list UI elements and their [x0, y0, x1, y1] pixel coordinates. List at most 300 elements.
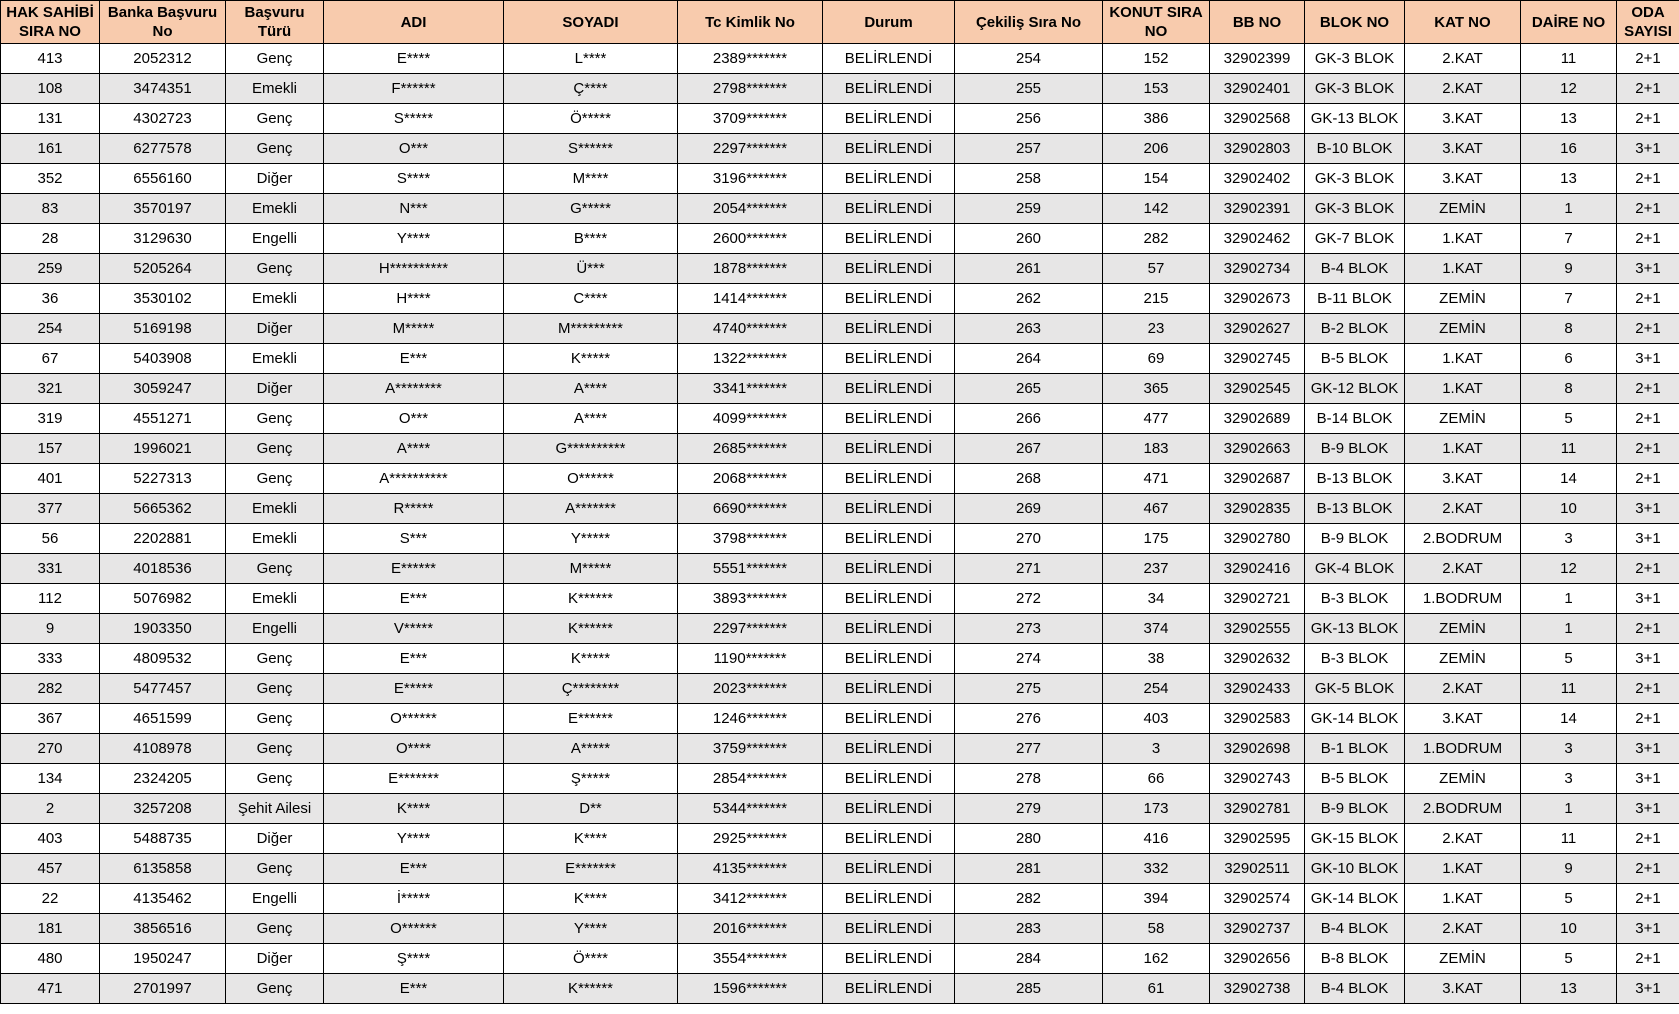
table-cell: K******	[504, 974, 678, 1004]
table-cell: 3257208	[100, 794, 226, 824]
table-cell: B-9 BLOK	[1305, 524, 1405, 554]
table-row	[1, 314, 1679, 344]
table-row	[1, 104, 1679, 134]
table-cell: 267	[955, 434, 1103, 464]
table-cell: B-2 BLOK	[1305, 314, 1405, 344]
table-cell: Genç	[226, 464, 324, 494]
table-cell: 3798*******	[678, 524, 823, 554]
table-cell: K******	[504, 584, 678, 614]
table-row	[1, 854, 1679, 884]
table-cell: B****	[504, 224, 678, 254]
table-cell: BELİRLENDİ	[823, 584, 955, 614]
table-cell: Genç	[226, 554, 324, 584]
table-cell: Ş*****	[504, 764, 678, 794]
table-cell: 38	[1103, 644, 1210, 674]
table-cell: GK-13 BLOK	[1305, 614, 1405, 644]
table-cell: 3709*******	[678, 104, 823, 134]
table-cell: G*****	[504, 194, 678, 224]
table-row	[1, 44, 1679, 74]
table-cell: 258	[955, 164, 1103, 194]
table-cell: B-8 BLOK	[1305, 944, 1405, 974]
column-header: ODA SAYISI	[1617, 1, 1679, 44]
table-cell: Genç	[226, 434, 324, 464]
table-cell: Emekli	[226, 584, 324, 614]
table-cell: 263	[955, 314, 1103, 344]
table-cell: 32902745	[1210, 344, 1305, 374]
table-cell: A**********	[324, 464, 504, 494]
table-cell: 32902555	[1210, 614, 1305, 644]
table-cell: E*******	[324, 764, 504, 794]
table-cell: 175	[1103, 524, 1210, 554]
table-row	[1, 614, 1679, 644]
table-cell: 457	[1, 854, 100, 884]
table-row	[1, 584, 1679, 614]
table-cell: 32902780	[1210, 524, 1305, 554]
table-cell: 2+1	[1617, 704, 1679, 734]
table-cell: A*****	[504, 734, 678, 764]
table-cell: 264	[955, 344, 1103, 374]
table-cell: 284	[955, 944, 1103, 974]
table-cell: 32902781	[1210, 794, 1305, 824]
table-cell: K*****	[504, 344, 678, 374]
table-cell: GK-4 BLOK	[1305, 554, 1405, 584]
table-cell: Genç	[226, 404, 324, 434]
table-cell: 34	[1103, 584, 1210, 614]
table-cell: 8	[1521, 314, 1617, 344]
table-cell: 1596*******	[678, 974, 823, 1004]
table-row	[1, 554, 1679, 584]
table-cell: 3+1	[1617, 254, 1679, 284]
table-cell: 131	[1, 104, 100, 134]
table-cell: Engelli	[226, 614, 324, 644]
table-cell: BELİRLENDİ	[823, 434, 955, 464]
table-cell: 261	[955, 254, 1103, 284]
table-cell: 3.KAT	[1405, 464, 1521, 494]
table-cell: 1190*******	[678, 644, 823, 674]
table-cell: Ö****	[504, 944, 678, 974]
table-cell: 257	[955, 134, 1103, 164]
table-cell: 2+1	[1617, 374, 1679, 404]
table-cell: 2600*******	[678, 224, 823, 254]
table-cell: 7	[1521, 284, 1617, 314]
table-row	[1, 824, 1679, 854]
column-header: Durum	[823, 1, 955, 44]
table-row	[1, 194, 1679, 224]
table-cell: E***	[324, 584, 504, 614]
table-cell: B-9 BLOK	[1305, 434, 1405, 464]
table-cell: 32902673	[1210, 284, 1305, 314]
table-cell: 1.KAT	[1405, 224, 1521, 254]
table-cell: 2.KAT	[1405, 74, 1521, 104]
table-cell: 10	[1521, 914, 1617, 944]
table-cell: 259	[955, 194, 1103, 224]
table-cell: 32902734	[1210, 254, 1305, 284]
table-cell: 3856516	[100, 914, 226, 944]
table-cell: Emekli	[226, 524, 324, 554]
table-cell: 275	[955, 674, 1103, 704]
table-cell: 215	[1103, 284, 1210, 314]
table-cell: Emekli	[226, 194, 324, 224]
table-cell: 2068*******	[678, 464, 823, 494]
table-cell: 2297*******	[678, 134, 823, 164]
table-cell: 32902627	[1210, 314, 1305, 344]
table-cell: E***	[324, 644, 504, 674]
table-cell: 254	[1103, 674, 1210, 704]
table-cell: 1.KAT	[1405, 374, 1521, 404]
table-cell: 5169198	[100, 314, 226, 344]
table-cell: 2701997	[100, 974, 226, 1004]
table-cell: 282	[1, 674, 100, 704]
table-cell: Diğer	[226, 944, 324, 974]
table-cell: B-5 BLOK	[1305, 344, 1405, 374]
table-cell: Emekli	[226, 74, 324, 104]
table-cell: 2+1	[1617, 284, 1679, 314]
table-cell: BELİRLENDİ	[823, 494, 955, 524]
table-cell: B-3 BLOK	[1305, 584, 1405, 614]
table-cell: 1.KAT	[1405, 434, 1521, 464]
table-cell: V*****	[324, 614, 504, 644]
table-cell: E***	[324, 974, 504, 1004]
table-cell: 403	[1103, 704, 1210, 734]
table-cell: O****	[324, 734, 504, 764]
table-row	[1, 794, 1679, 824]
table-cell: 32902656	[1210, 944, 1305, 974]
table-cell: Diğer	[226, 164, 324, 194]
table-cell: 321	[1, 374, 100, 404]
table-cell: 2+1	[1617, 854, 1679, 884]
table-cell: C****	[504, 284, 678, 314]
table-cell: Genç	[226, 764, 324, 794]
table-row	[1, 914, 1679, 944]
table-cell: 2.KAT	[1405, 44, 1521, 74]
table-cell: 3196*******	[678, 164, 823, 194]
table-cell: ZEMİN	[1405, 764, 1521, 794]
table-cell: B-11 BLOK	[1305, 284, 1405, 314]
table-cell: 32902721	[1210, 584, 1305, 614]
table-cell: Genç	[226, 44, 324, 74]
table-row	[1, 254, 1679, 284]
table-row	[1, 764, 1679, 794]
table-cell: 4551271	[100, 404, 226, 434]
table-cell: 1.BODRUM	[1405, 584, 1521, 614]
table-cell: 1	[1521, 194, 1617, 224]
table-cell: 3+1	[1617, 734, 1679, 764]
column-header: BB NO	[1210, 1, 1305, 44]
table-cell: BELİRLENDİ	[823, 404, 955, 434]
table-cell: 32902595	[1210, 824, 1305, 854]
table-cell: 13	[1521, 164, 1617, 194]
table-cell: 2+1	[1617, 224, 1679, 254]
table-cell: 467	[1103, 494, 1210, 524]
table-cell: BELİRLENDİ	[823, 614, 955, 644]
table-cell: 259	[1, 254, 100, 284]
table-cell: H**********	[324, 254, 504, 284]
table-cell: F******	[324, 74, 504, 104]
table-cell: 277	[955, 734, 1103, 764]
table-cell: 2+1	[1617, 404, 1679, 434]
header-row	[1, 1, 1679, 44]
table-cell: 2202881	[100, 524, 226, 554]
table-cell: Genç	[226, 644, 324, 674]
table-cell: BELİRLENDİ	[823, 524, 955, 554]
table-cell: BELİRLENDİ	[823, 74, 955, 104]
table-cell: 3+1	[1617, 134, 1679, 164]
table-cell: Y****	[324, 224, 504, 254]
table-cell: BELİRLENDİ	[823, 734, 955, 764]
table-cell: 32902433	[1210, 674, 1305, 704]
table-cell: 56	[1, 524, 100, 554]
table-cell: A********	[324, 374, 504, 404]
table-cell: 386	[1103, 104, 1210, 134]
table-row	[1, 524, 1679, 554]
table-body	[1, 44, 1679, 1004]
table-cell: BELİRLENDİ	[823, 374, 955, 404]
table-cell: ZEMİN	[1405, 404, 1521, 434]
table-cell: K*****	[504, 644, 678, 674]
table-cell: 3+1	[1617, 974, 1679, 1004]
table-cell: 61	[1103, 974, 1210, 1004]
table-cell: 471	[1, 974, 100, 1004]
table-cell: S*****	[324, 104, 504, 134]
table-cell: BELİRLENDİ	[823, 224, 955, 254]
column-header: Çekiliş Sıra No	[955, 1, 1103, 44]
table-cell: 67	[1, 344, 100, 374]
table-cell: 5227313	[100, 464, 226, 494]
table-cell: Emekli	[226, 494, 324, 524]
table-cell: Emekli	[226, 344, 324, 374]
table-cell: 6135858	[100, 854, 226, 884]
table-cell: O******	[324, 704, 504, 734]
table-cell: 2+1	[1617, 74, 1679, 104]
table-row	[1, 734, 1679, 764]
table-row	[1, 74, 1679, 104]
table-cell: GK-5 BLOK	[1305, 674, 1405, 704]
table-cell: Engelli	[226, 884, 324, 914]
table-cell: 22	[1, 884, 100, 914]
table-cell: 32902402	[1210, 164, 1305, 194]
table-cell: 23	[1103, 314, 1210, 344]
table-cell: 4651599	[100, 704, 226, 734]
table-cell: Engelli	[226, 224, 324, 254]
table-row	[1, 404, 1679, 434]
table-cell: 2.KAT	[1405, 674, 1521, 704]
table-cell: A****	[324, 434, 504, 464]
table-cell: 3+1	[1617, 344, 1679, 374]
table-cell: 5	[1521, 644, 1617, 674]
table-cell: GK-10 BLOK	[1305, 854, 1405, 884]
table-cell: ZEMİN	[1405, 944, 1521, 974]
table-cell: 3.KAT	[1405, 134, 1521, 164]
table-cell: 477	[1103, 404, 1210, 434]
table-row	[1, 944, 1679, 974]
table-cell: 4302723	[100, 104, 226, 134]
table-cell: 13	[1521, 104, 1617, 134]
table-cell: 3129630	[100, 224, 226, 254]
table-row	[1, 284, 1679, 314]
table-cell: 32902687	[1210, 464, 1305, 494]
table-cell: 3	[1521, 524, 1617, 554]
table-cell: 3	[1521, 734, 1617, 764]
table-cell: 5403908	[100, 344, 226, 374]
table-cell: Y*****	[504, 524, 678, 554]
table-cell: 11	[1521, 44, 1617, 74]
table-cell: 181	[1, 914, 100, 944]
table-cell: 5665362	[100, 494, 226, 524]
table-cell: 5488735	[100, 824, 226, 854]
table-cell: BELİRLENDİ	[823, 464, 955, 494]
table-cell: BELİRLENDİ	[823, 104, 955, 134]
table-cell: 3554*******	[678, 944, 823, 974]
table-cell: 154	[1103, 164, 1210, 194]
table-cell: Ş****	[324, 944, 504, 974]
table-row	[1, 974, 1679, 1004]
table-cell: BELİRLENDİ	[823, 854, 955, 884]
table-cell: E*******	[504, 854, 678, 884]
table-cell: 6690*******	[678, 494, 823, 524]
table-cell: B-4 BLOK	[1305, 914, 1405, 944]
table-cell: 3.KAT	[1405, 704, 1521, 734]
table-cell: 32902737	[1210, 914, 1305, 944]
table-cell: 3412*******	[678, 884, 823, 914]
table-cell: 32902803	[1210, 134, 1305, 164]
table-cell: S***	[324, 524, 504, 554]
table-cell: 270	[955, 524, 1103, 554]
table-cell: GK-3 BLOK	[1305, 44, 1405, 74]
table-cell: 2798*******	[678, 74, 823, 104]
table-row	[1, 374, 1679, 404]
table-cell: Genç	[226, 674, 324, 704]
table-cell: M*****	[504, 554, 678, 584]
table-cell: Diğer	[226, 374, 324, 404]
table-cell: 66	[1103, 764, 1210, 794]
table-cell: Genç	[226, 974, 324, 1004]
table-cell: 2+1	[1617, 44, 1679, 74]
table-cell: Genç	[226, 914, 324, 944]
table-cell: S******	[504, 134, 678, 164]
table-cell: 2016*******	[678, 914, 823, 944]
table-cell: 3+1	[1617, 494, 1679, 524]
table-cell: 1322*******	[678, 344, 823, 374]
table-cell: 4135*******	[678, 854, 823, 884]
table-cell: 10	[1521, 494, 1617, 524]
table-cell: 401	[1, 464, 100, 494]
table-cell: 279	[955, 794, 1103, 824]
table-cell: 367	[1, 704, 100, 734]
table-row	[1, 134, 1679, 164]
table-cell: ZEMİN	[1405, 644, 1521, 674]
table-cell: 1950247	[100, 944, 226, 974]
table-cell: GK-15 BLOK	[1305, 824, 1405, 854]
table-cell: BELİRLENDİ	[823, 764, 955, 794]
table-row	[1, 464, 1679, 494]
table-row	[1, 644, 1679, 674]
table-cell: 69	[1103, 344, 1210, 374]
table-cell: 1.KAT	[1405, 344, 1521, 374]
table-cell: M****	[504, 164, 678, 194]
table-cell: 2+1	[1617, 674, 1679, 704]
table-cell: 3.KAT	[1405, 974, 1521, 1004]
table-cell: 32902391	[1210, 194, 1305, 224]
table-cell: B-13 BLOK	[1305, 464, 1405, 494]
table-cell: 13	[1521, 974, 1617, 1004]
table-cell: BELİRLENDİ	[823, 194, 955, 224]
table-cell: 2.KAT	[1405, 824, 1521, 854]
table-cell: Emekli	[226, 284, 324, 314]
table-cell: 2+1	[1617, 884, 1679, 914]
table-cell: 2+1	[1617, 554, 1679, 584]
table-cell: 12	[1521, 554, 1617, 584]
table-cell: O******	[324, 914, 504, 944]
table-cell: 1.KAT	[1405, 254, 1521, 284]
table-cell: B-5 BLOK	[1305, 764, 1405, 794]
table-cell: 32902632	[1210, 644, 1305, 674]
table-cell: BELİRLENDİ	[823, 254, 955, 284]
table-cell: 377	[1, 494, 100, 524]
table-cell: 32902738	[1210, 974, 1305, 1004]
table-cell: 4740*******	[678, 314, 823, 344]
table-cell: 5076982	[100, 584, 226, 614]
table-cell: B-4 BLOK	[1305, 254, 1405, 284]
table-cell: S****	[324, 164, 504, 194]
table-cell: B-9 BLOK	[1305, 794, 1405, 824]
table-cell: 32902689	[1210, 404, 1305, 434]
table-cell: 480	[1, 944, 100, 974]
table-cell: 282	[1103, 224, 1210, 254]
table-cell: 83	[1, 194, 100, 224]
table-cell: 152	[1103, 44, 1210, 74]
table-cell: Ü***	[504, 254, 678, 284]
table-cell: BELİRLENDİ	[823, 884, 955, 914]
table-cell: 9	[1521, 854, 1617, 884]
table-cell: 255	[955, 74, 1103, 104]
table-cell: 3059247	[100, 374, 226, 404]
table-cell: K****	[324, 794, 504, 824]
table-cell: 319	[1, 404, 100, 434]
table-cell: 331	[1, 554, 100, 584]
table-cell: 278	[955, 764, 1103, 794]
table-cell: 2.KAT	[1405, 554, 1521, 584]
table-cell: 272	[955, 584, 1103, 614]
table-cell: İ*****	[324, 884, 504, 914]
table-cell: E*****	[324, 674, 504, 704]
table-cell: 32902545	[1210, 374, 1305, 404]
table-cell: O***	[324, 134, 504, 164]
table-cell: 7	[1521, 224, 1617, 254]
table-cell: 2925*******	[678, 824, 823, 854]
table-row	[1, 434, 1679, 464]
table-cell: 1	[1521, 614, 1617, 644]
table-cell: 4135462	[100, 884, 226, 914]
table-row	[1, 164, 1679, 194]
table-cell: O******	[504, 464, 678, 494]
table-cell: 5	[1521, 404, 1617, 434]
table-cell: Diğer	[226, 824, 324, 854]
table-cell: 3+1	[1617, 524, 1679, 554]
table-cell: 3+1	[1617, 764, 1679, 794]
table-cell: 281	[955, 854, 1103, 884]
table-cell: 206	[1103, 134, 1210, 164]
table-cell: 254	[1, 314, 100, 344]
table-cell: 2+1	[1617, 194, 1679, 224]
table-row	[1, 224, 1679, 254]
table-cell: ZEMİN	[1405, 194, 1521, 224]
table-cell: A*******	[504, 494, 678, 524]
table-cell: A****	[504, 374, 678, 404]
table-cell: 108	[1, 74, 100, 104]
table-cell: 32902574	[1210, 884, 1305, 914]
table-cell: 2854*******	[678, 764, 823, 794]
table-cell: 32902511	[1210, 854, 1305, 884]
